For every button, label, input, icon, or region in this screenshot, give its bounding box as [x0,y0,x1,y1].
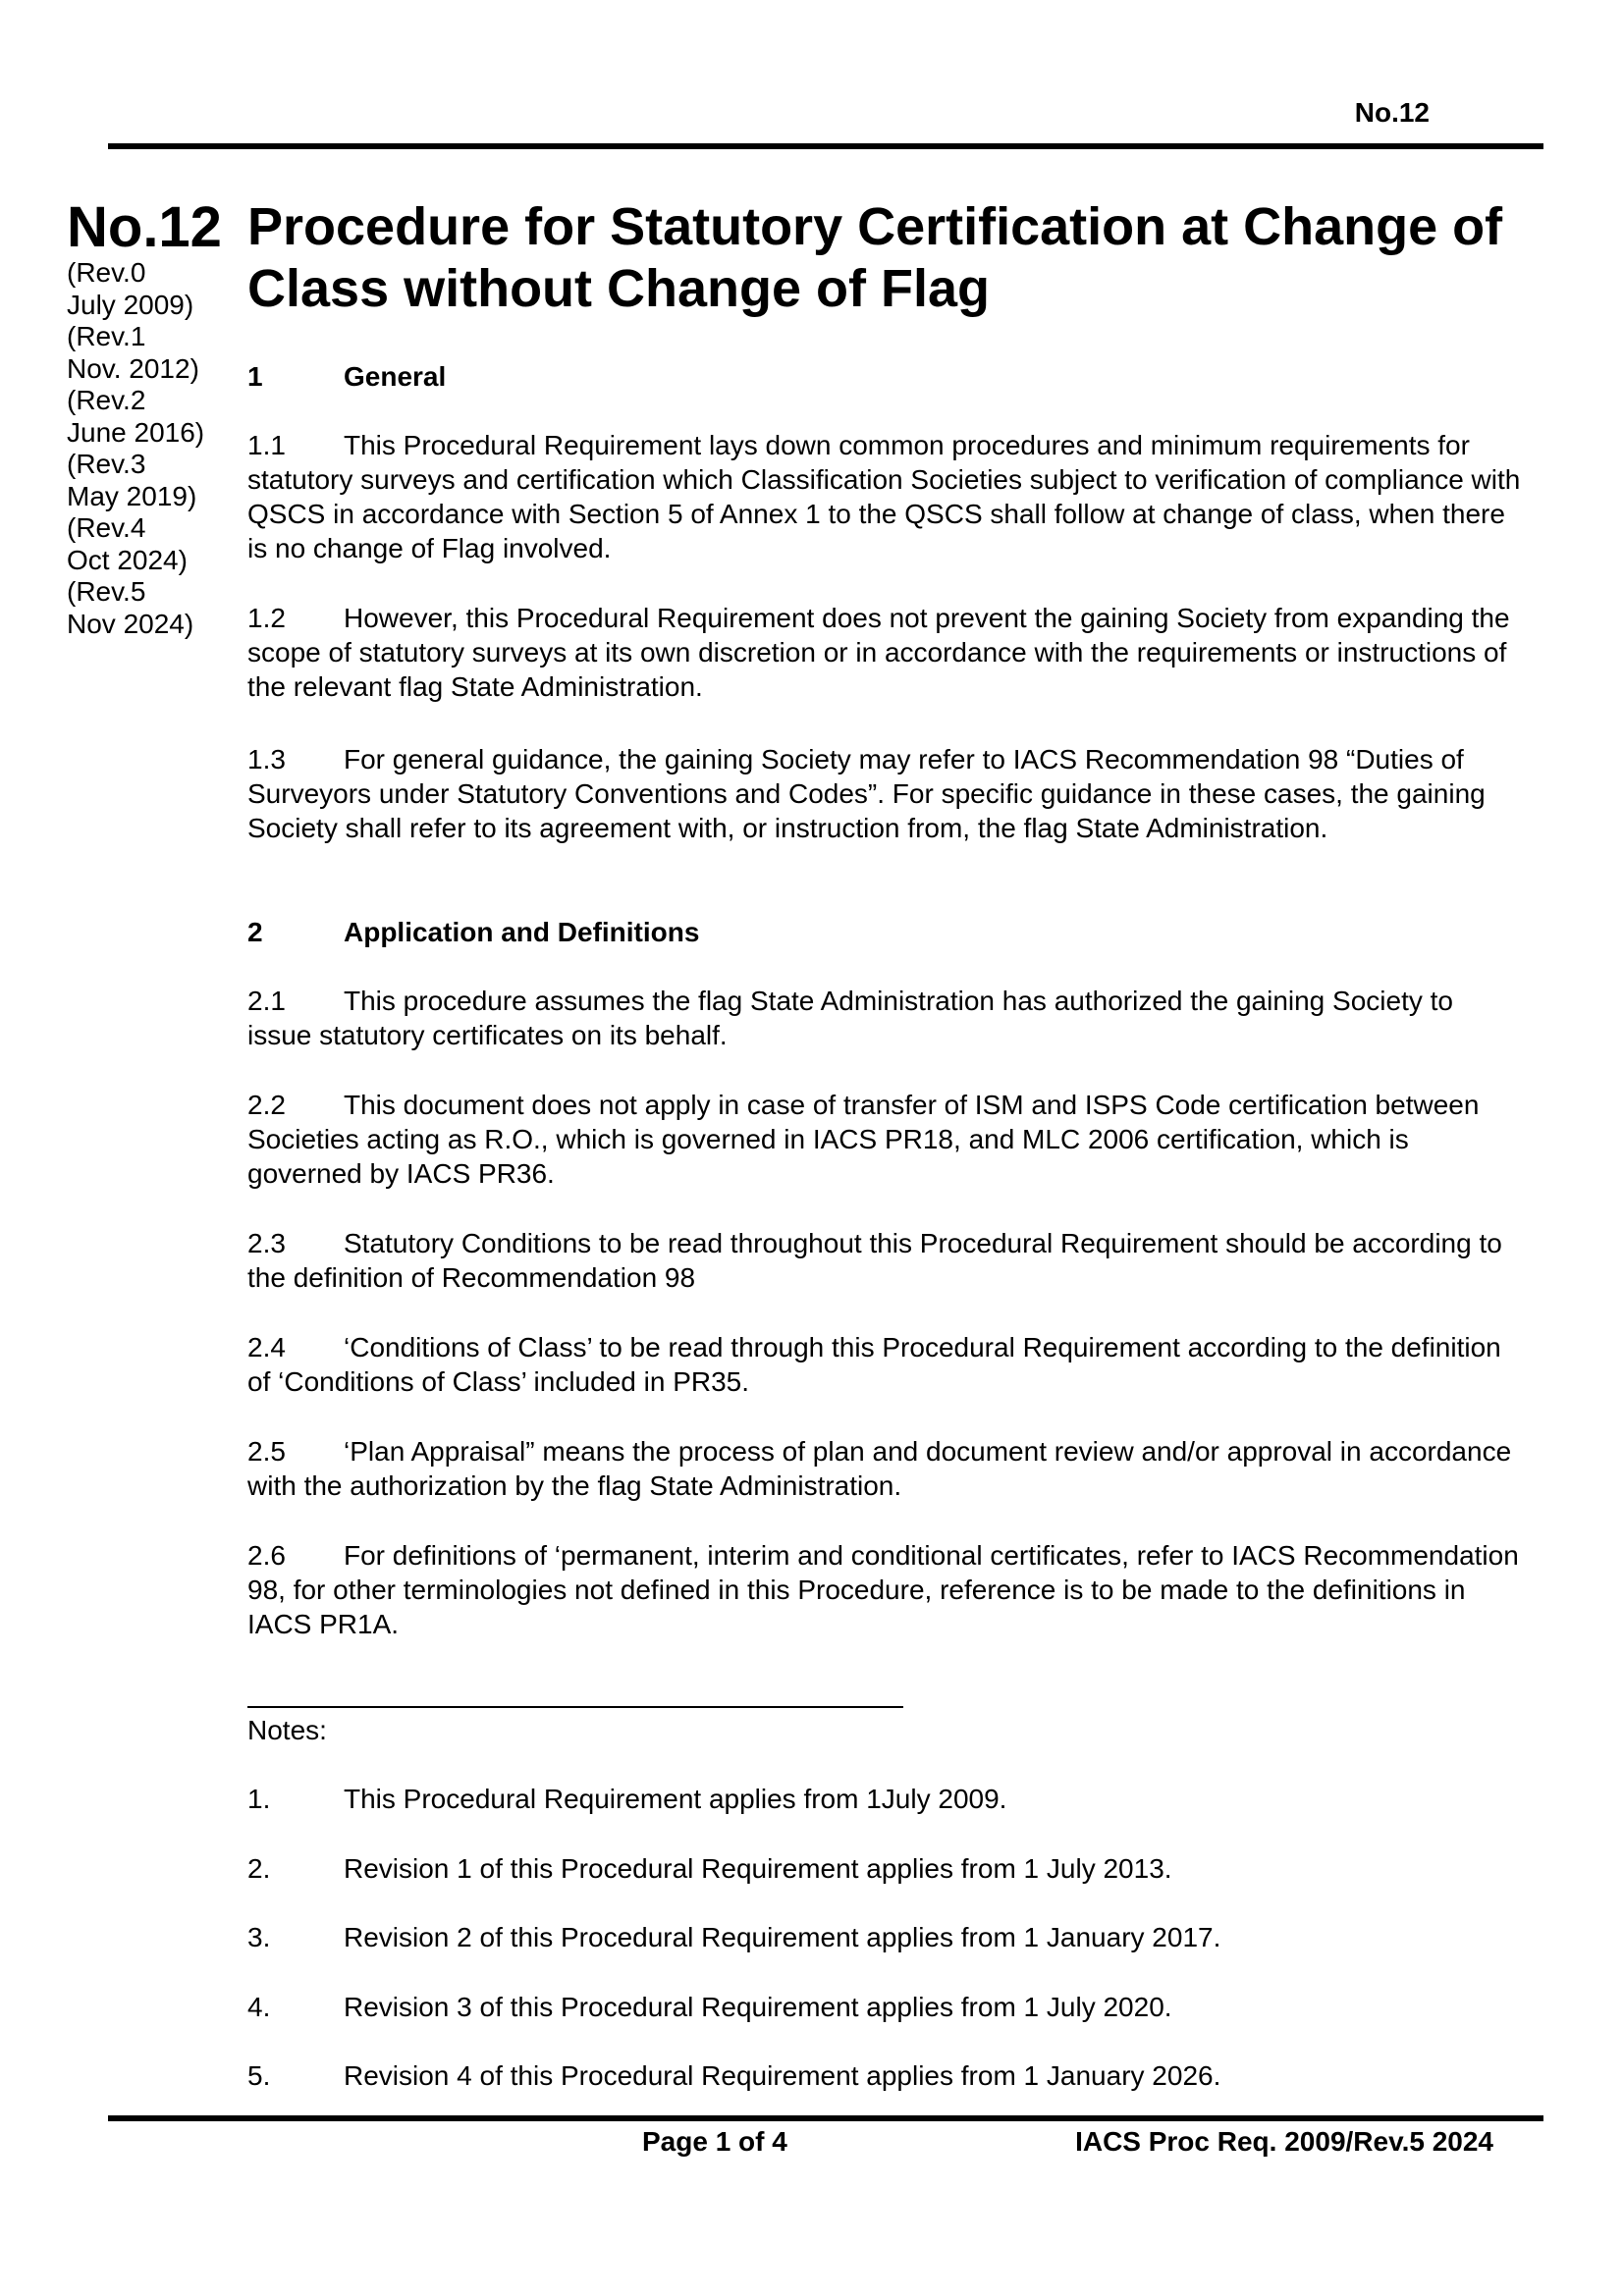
revision-line: (Rev.4 [67,512,146,543]
note-text: This Procedural Requirement applies from 1July 2009. [344,1784,1007,1814]
notes-rule [247,1706,903,1708]
note-text: Revision 4 of this Procedural Requirement applies from 1 January 2026. [344,2060,1221,2091]
footer-rule [108,2115,1543,2121]
note-number: 4. [247,1992,271,2022]
paragraph-text: This procedure assumes the flag State Administration has authorized the gaining Society to issue statutory certificates on its behalf. [247,986,1453,1050]
revision-line: (Rev.2 [67,385,146,415]
note-item [247,1782,1524,1816]
paragraph-2-5 [247,1434,1524,1503]
section-title: Application and Definitions [344,917,700,947]
header-rule [108,143,1543,149]
paragraph-2-6 [247,1538,1524,1641]
paragraph-2-4 [247,1330,1524,1399]
note-number: 5. [247,2060,271,2091]
note-text: Revision 2 of this Procedural Requirement applies from 1 January 2017. [344,1922,1221,1952]
paragraph-number: 1.3 [247,744,286,774]
paragraph-number: 2.2 [247,1090,286,1120]
section-title: General [344,361,447,392]
revision-line: (Rev.0 [67,257,146,288]
paragraph-1-2 [247,601,1524,704]
paragraph-text: This document does not apply in case of transfer of ISM and ISPS Code certification between Societies acting as R.O., which is governed in IACS PR18, and MLC 2006 certification, which is governed by IACS PR36. [247,1090,1480,1189]
paragraph-text: For general guidance, the gaining Society may refer to IACS Recommendation 98 “Duties of Surveyors under Statutory Conventions and Codes”. For specific guidance in these cases, the gaining Society shall refer to its agreement with, or instruction from, the flag State Administration. [247,744,1486,843]
note-number: 3. [247,1922,271,1952]
section-number: 1 [247,361,263,392]
paragraph-text: For definitions of ‘permanent, interim and conditional certificates, refer to IACS Recommendation 98, for other terminologies not defined in this Procedure, reference is to be made to the definitions in IACS PR1A. [247,1540,1519,1639]
note-text: Revision 1 of this Procedural Requirement applies from 1 July 2013. [344,1853,1172,1884]
revision-line: Oct 2024) [67,544,188,575]
revision-line: (Rev.5 [67,576,146,607]
section-heading-application [247,915,1524,949]
note-number: 1. [247,1784,271,1814]
note-item [247,1990,1524,2024]
revision-line: Nov. 2012) [67,352,199,384]
note-item [247,2058,1524,2093]
paragraph-number: 1.1 [247,430,286,460]
paragraph-1-1 [247,428,1524,565]
revision-line: (Rev.1 [67,321,146,351]
paragraph-text: ‘Conditions of Class’ to be read through this Procedural Requirement according to the definition of ‘Conditions of Class’ included in PR35. [247,1332,1501,1397]
paragraph-2-2 [247,1088,1524,1191]
revision-line: (Rev.3 [67,449,146,479]
paragraph-text: However, this Procedural Requirement does not prevent the gaining Society from expanding the scope of statutory surveys at its own discretion or in accordance with the requirements or instructions of the relevant flag State Administration. [247,603,1510,702]
note-item [247,1851,1524,1886]
paragraph-number: 2.5 [247,1436,286,1467]
paragraph-number: 2.1 [247,986,286,1016]
paragraph-text: ‘Plan Appraisal” means the process of plan and document review and/or approval in accordance with the authorization by the flag State Administration. [247,1436,1512,1501]
paragraph-number: 2.6 [247,1540,286,1571]
page-title: Procedure for Statutory Certification at Change of Class without Change of Flag [247,197,1503,318]
note-item [247,1920,1524,1954]
revision-list [67,257,204,640]
paragraph-text: Statutory Conditions to be read throughout this Procedural Requirement should be according to the definition of Recommendation 98 [247,1228,1502,1293]
notes-label: Notes: [247,1715,327,1745]
section-number: 2 [247,917,263,947]
revision-line: May 2019) [67,480,197,511]
paragraph-number: 2.4 [247,1332,286,1362]
section-heading-general [247,359,1524,394]
note-number: 2. [247,1853,271,1884]
paragraph-text: This Procedural Requirement lays down common procedures and minimum requirements for statutory surveys and certification which Classification Societies subject to verification of compliance with QSCS in accordance with Section 5 of Annex 1 to the QSCS shall follow at change of class, when there is no change of Flag involved. [247,430,1521,563]
header-doc-number: No.12 [1354,97,1430,128]
note-text: Revision 3 of this Procedural Requirement applies from 1 July 2020. [344,1992,1172,2022]
paragraph-2-1 [247,984,1524,1052]
footer-page-number: Page 1 of 4 [642,2126,787,2157]
revision-line: June 2016) [67,416,205,448]
revision-line: July 2009) [67,289,194,320]
revision-line: Nov 2024) [67,608,194,639]
paragraph-number: 2.3 [247,1228,286,1258]
paragraph-number: 1.2 [247,603,286,633]
footer-reference: IACS Proc Req. 2009/Rev.5 2024 [1075,2126,1493,2157]
side-doc-number: No.12 [67,195,222,259]
paragraph-2-3 [247,1226,1524,1295]
paragraph-1-3 [247,742,1524,845]
